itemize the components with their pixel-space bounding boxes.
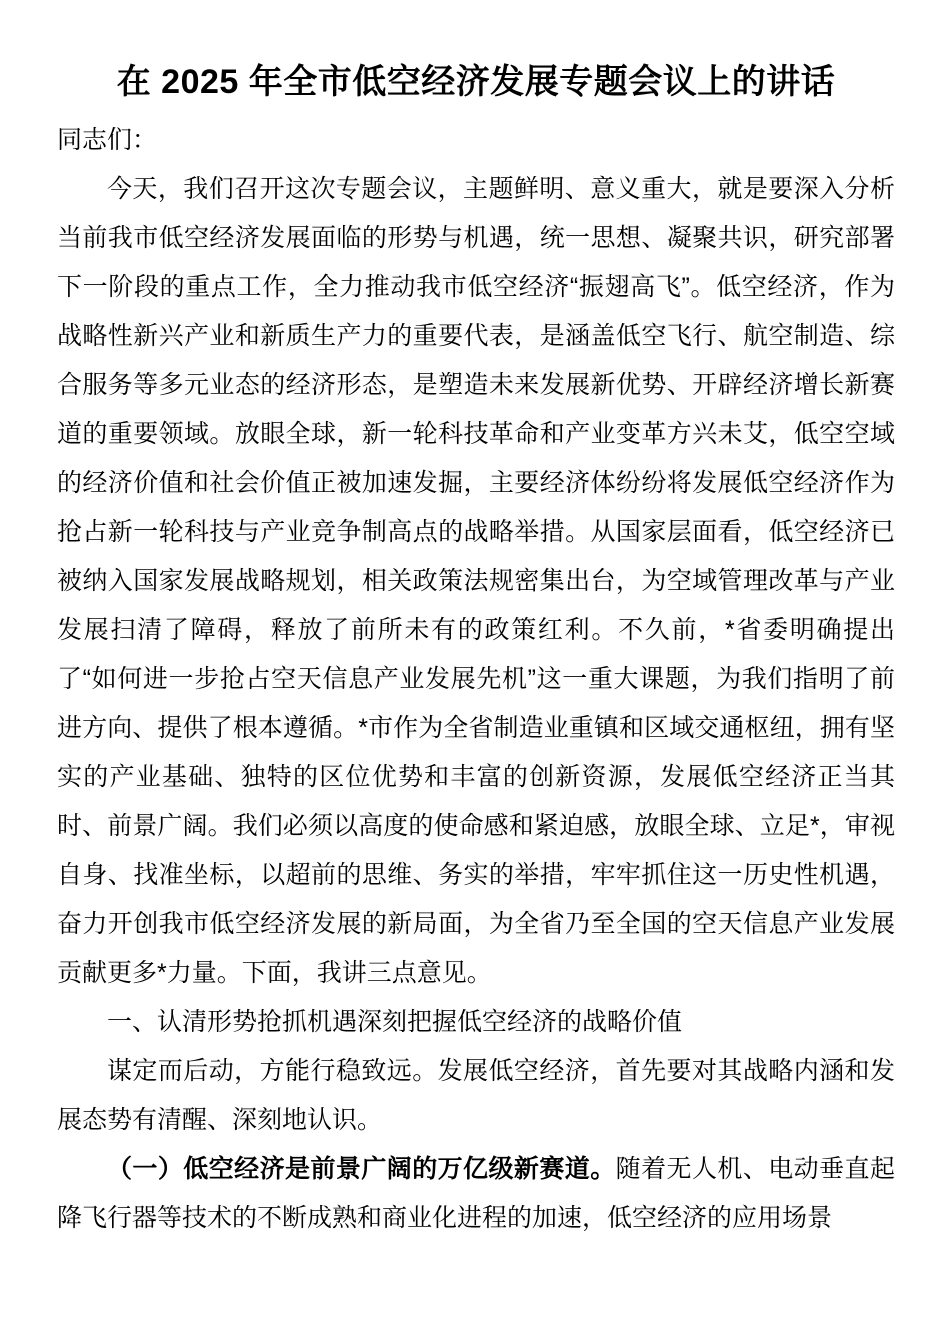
section-1-lead-paragraph <box>57 1047 895 1145</box>
subsection-1-1-paragraph <box>57 1145 895 1243</box>
intro-paragraph <box>57 165 895 998</box>
document-title: 在 2025 年全市低空经济发展专题会议上的讲话 <box>116 63 836 101</box>
text-run: 一、认清形势抢抓机遇深刻把握低空经济的战略价值 <box>107 1008 683 1036</box>
document-body <box>57 116 895 1243</box>
text-run: 同志们： <box>57 126 158 154</box>
text-run: 谋定而后动，方能行稳致远。发展低空经济，首先要对其战略内涵和发展态势有清醒、深刻地认识。 <box>57 1057 895 1134</box>
emphasis-run: （一）低空经济是前景广阔的万亿级新赛道。 <box>107 1155 616 1183</box>
text-run: 随着无人机、电动垂直起降飞行器等技术的不断成熟和商业化进程的加速，低空经济的应用场景 <box>57 1155 895 1232</box>
section-1-heading <box>57 998 895 1047</box>
salutation <box>57 116 895 165</box>
text-run: 今天，我们召开这次专题会议，主题鲜明、意义重大，就是要深入分析当前我市低空经济发展面临的形势与机遇，统一思想、凝聚共识，研究部署下一阶段的重点工作，全力推动我市低空经济“振翅高飞”。低空经济，作为战略性新兴产业和新质生产力的重要代表，是涵盖低空飞行、航空制造、综合服务等多元业态的经济形态，是塑造未来发展新优势、开辟经济增长新赛道的重要领域。放眼全球，新一轮科技革命和产业变革方兴未艾，低空空域的经济价值和社会价值正被加速发掘，主要经济体纷纷将发展低空经济作为抢占新一轮科技与产业竞争制高点的战略举措。从国家层面看，低空经济已被纳入国家发展战略规划，相关政策法规密集出台，为空域管理改革与产业发展扫清了障碍，释放了前所未有的政策红利。不久前，*省委明确提出了“如何进一步抢占空天信息产业发展先机”这一重大课题，为我们指明了前进方向、提供了根本遵循。*市作为全省制造业重镇和区域交通枢纽，拥有坚实的产业基础、独特的区位优势和丰富的创新资源，发展低空经济正当其时、前景广阔。我们必须以高度的使命感和紧迫感，放眼全球、立足*，审视自身、找准坐标，以超前的思维、务实的举措，牢牢抓住这一历史性机遇，奋力开创我市低空经济发展的新局面，为全省乃至全国的空天信息产业发展贡献更多*力量。下面，我讲三点意见。 <box>57 175 895 987</box>
